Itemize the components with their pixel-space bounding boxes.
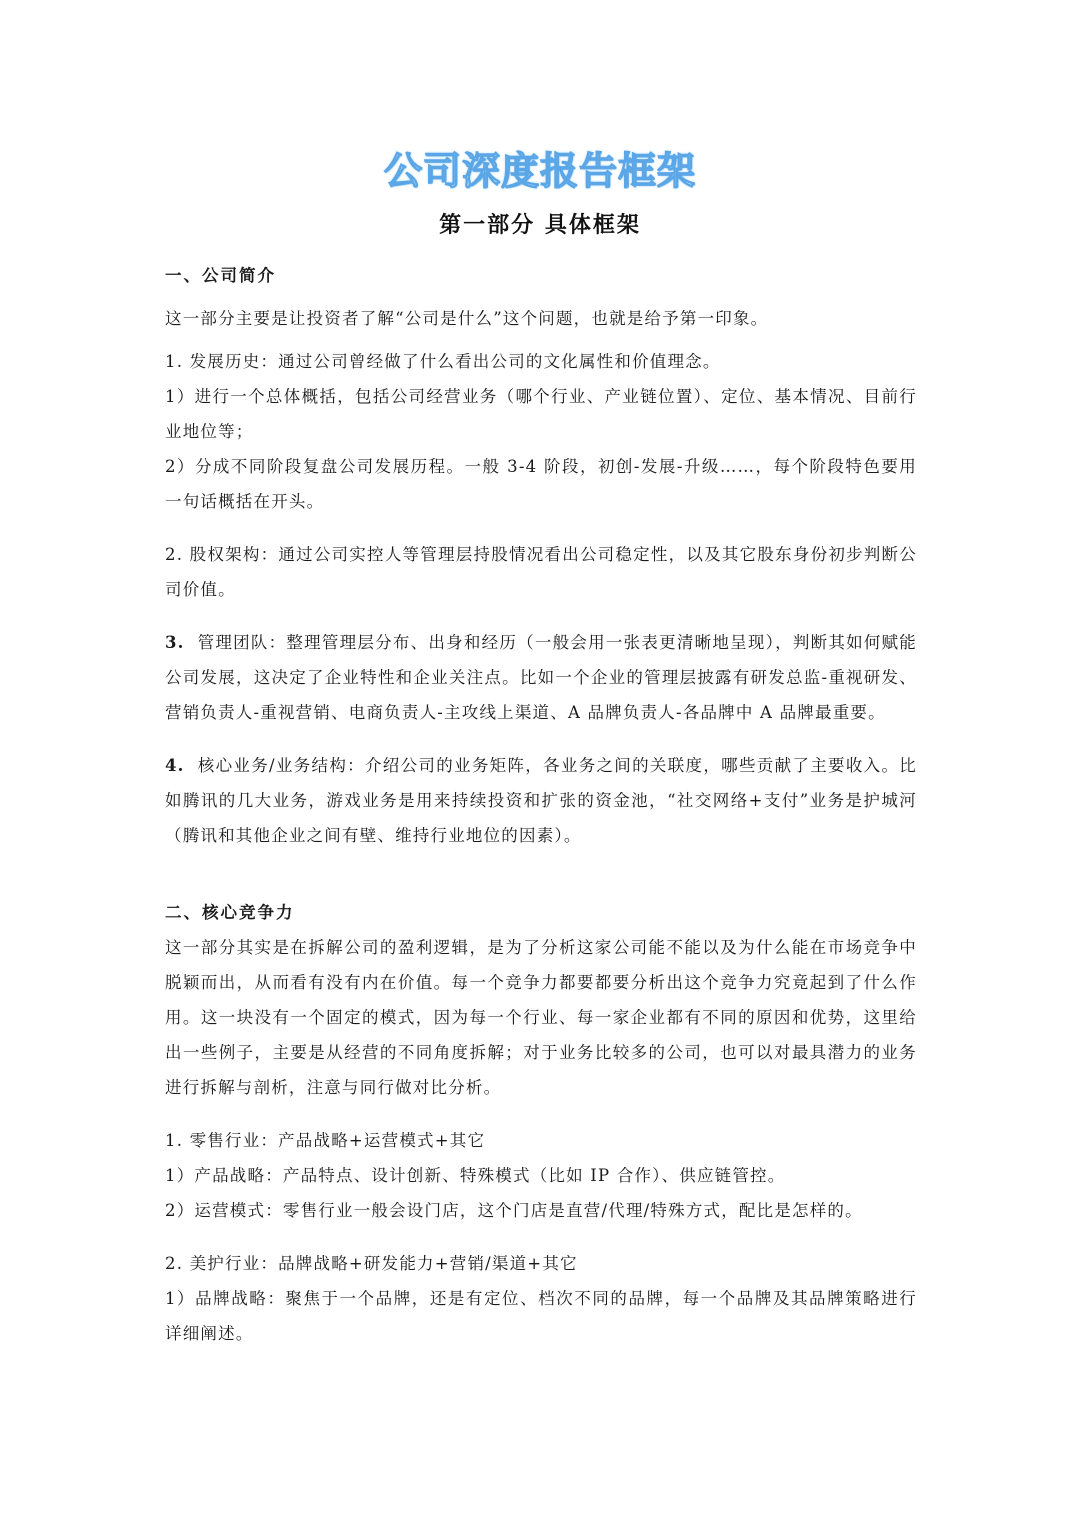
section-heading-company-intro: 一、公司简介	[165, 266, 276, 285]
history-sub-item-1: 1）进行一个总体概括，包括公司经营业务（哪个行业、产业链位置）、定位、基本情况、目前行业地位等；	[165, 387, 917, 441]
management-team-paragraph	[165, 625, 917, 730]
core-business-text: 核心业务/业务结构：介绍公司的业务矩阵，各业务之间的关联度，哪些贡献了主要收入。比如腾讯的几大业务，游戏业务是用来持续投资和扩张的资金池，“社交网络+支付”业务是护城河（腾讯和其他企业之间有壁、维持行业地位的因素）。	[165, 756, 918, 845]
history-item-title: 1. 发展历史：通过公司曾经做了什么看出公司的文化属性和价值理念。	[165, 352, 721, 371]
retail-sub-item-1: 1）产品战略：产品特点、设计创新、特殊模式（比如 IP 合作）、供应链管控。	[165, 1166, 786, 1185]
document-body	[165, 258, 917, 1351]
core-business-paragraph	[165, 748, 917, 853]
retail-industry-title: 1. 零售行业：产品战略+运营模式+其它	[165, 1131, 486, 1150]
section1-intro-paragraph: 这一部分主要是让投资者了解“公司是什么”这个问题，也就是给予第一印象。	[165, 309, 769, 328]
management-team-text: 管理团队：整理管理层分布、出身和经历（一般会用一张表更清晰地呈现），判断其如何赋能公司发展，这决定了企业特性和企业关注点。比如一个企业的管理层披露有研发总监-重视研发、营销负责人-重视营销、电商负责人-主攻线上渠道、A 品牌负责人-各品牌中 A 品牌最重要。	[165, 633, 918, 722]
retail-sub-item-2: 2）运营模式：零售行业一般会设门店，这个门店是直营/代理/特殊方式，配比是怎样的。	[165, 1201, 863, 1220]
management-team-number: 3.	[165, 633, 185, 652]
core-business-number: 4.	[165, 756, 185, 775]
beauty-sub-item-1: 1）品牌战略：聚焦于一个品牌，还是有定位、档次不同的品牌，每一个品牌及其品牌策略进行详细阐述。	[165, 1289, 917, 1343]
section2-intro-paragraph: 这一部分其实是在拆解公司的盈利逻辑，是为了分析这家公司能不能以及为什么能在市场竞争中脱颖而出，从而看有没有内在价值。每一个竞争力都要都要分析出这个竞争力究竟起到了什么作用。这一块没有一个固定的模式，因为每一个行业、每一家企业都有不同的原因和优势，这里给出一些例子，主要是从经营的不同角度拆解；对于业务比较多的公司，也可以对最具潜力的业务进行拆解与剖析，注意与同行做对比分析。	[165, 938, 917, 1097]
section-heading-core-competitiveness: 二、核心竞争力	[165, 903, 295, 922]
document-title: 公司深度报告框架	[383, 149, 696, 193]
equity-structure-paragraph: 2. 股权架构：通过公司实控人等管理层持股情况看出公司稳定性，以及其它股东身份初步判断公司价值。	[165, 545, 917, 599]
part-title: 第一部分 具体框架	[439, 213, 641, 238]
history-sub-item-2: 2）分成不同阶段复盘公司发展历程。一般 3-4 阶段，初创-发展-升级……，每个阶段特色要用一句话概括在开头。	[165, 457, 917, 511]
beauty-industry-title: 2. 美护行业：品牌战略+研发能力+营销/渠道+其它	[165, 1254, 578, 1273]
